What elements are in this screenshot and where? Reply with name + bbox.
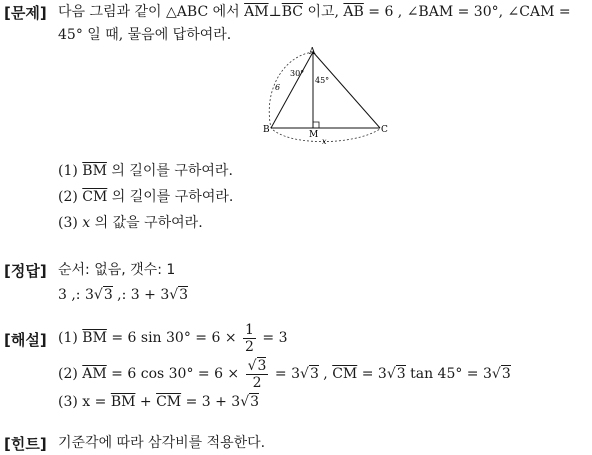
vertex-b: B [263, 125, 270, 135]
solution-line-2: (2) $\overline{AM} = 6$ cos 30° = 6 × $\frac{√3}{2}$ = 3√3 , $\overline{CM} = 3√3$ tan 45° = 3√3 [58, 357, 511, 391]
vertex-c: C [381, 125, 388, 135]
triangle-figure [258, 46, 392, 146]
angle-30-label: 30° [290, 69, 305, 78]
solution-line-3: (3) $x = \overline{BM} + \overline{CM} = 3 + 3√3$ [58, 394, 260, 410]
solution-line-1: (1) $\overline{BM} = 6$ sin 30° = 6 × $\frac{1}{2}$ = 3 [58, 321, 288, 355]
right-angle-mark [313, 122, 319, 128]
problem-label: [문제] [4, 4, 47, 22]
question-1: (1) $\overline{BM}$ 의 길이를 구하여라. [58, 163, 233, 179]
vertex-a: A [309, 47, 316, 57]
x-label: x [322, 137, 327, 146]
solution-label: [해설] [4, 331, 47, 349]
fraction-half: $\frac{1}{2}$ [245, 321, 254, 355]
question-2: (2) $\overline{CM}$ 의 길이를 구하여라. [58, 189, 234, 205]
question-3: (3) x 의 값을 구하여라. [58, 215, 203, 231]
side-ac [313, 52, 380, 128]
answer-label: [정답] [4, 262, 47, 280]
problem-line-1: 다음 그림과 같이 △ABC 에서 $\overline{AM}\perp\overline{BC}$ 이고, $\overline{AB} = 6$ , ∠BAM = 30°, ∠CAM = [58, 4, 571, 20]
hint-label: [힌트] [4, 435, 47, 453]
fraction-root3-over-2: $\frac{√3}{2}$ [247, 357, 267, 391]
problem-line-2: 45° 일 때, 물음에 답하여라. [58, 27, 232, 43]
answer-line-1: 순서: 없음, 갯수: 1 [58, 262, 176, 278]
side-6-label: 6 [275, 83, 281, 92]
answer-line-2: 3 ,: 3√3 ,: 3 + 3√3 [58, 287, 189, 303]
vertex-m: M [309, 130, 319, 140]
angle-45-label: 45° [315, 76, 330, 85]
hint-text: 기준각에 따라 삼각비를 적용한다. [58, 435, 266, 451]
